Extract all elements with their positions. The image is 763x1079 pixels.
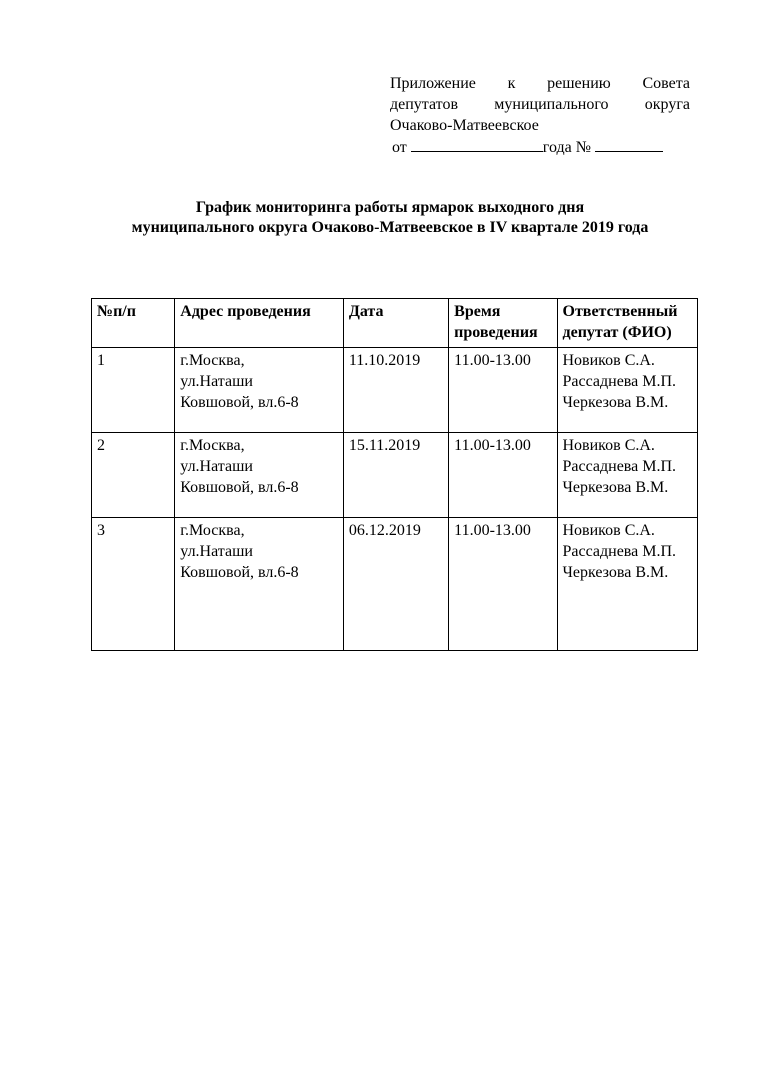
responsible-name: Черкезова В.М. <box>562 564 669 581</box>
header-date: Дата <box>343 299 448 348</box>
responsible-name: Черкезова В.М. <box>562 479 669 496</box>
responsible-name: Рассаднева М.П. <box>562 373 677 390</box>
address-line: г.Москва, <box>180 352 245 369</box>
table-header-row <box>92 299 698 348</box>
appendix-word: решению <box>547 75 611 92</box>
appendix-word: округа <box>644 96 690 113</box>
cell-address <box>175 348 344 433</box>
address-line: г.Москва, <box>180 522 245 539</box>
header-num: №п/п <box>92 299 175 348</box>
cell-num: 3 <box>92 518 175 651</box>
address-line: Ковшовой, вл.6-8 <box>180 394 299 411</box>
header-time <box>449 299 557 348</box>
appendix-block <box>390 73 690 158</box>
cell-address <box>175 433 344 518</box>
address-line: Ковшовой, вл.6-8 <box>180 479 299 496</box>
table-row <box>92 348 698 433</box>
number-blank-line <box>595 136 663 152</box>
cell-time: 11.00-13.00 <box>449 433 557 518</box>
from-label: от <box>392 139 407 156</box>
cell-responsible <box>557 348 698 433</box>
appendix-line-1 <box>390 73 690 94</box>
cell-num: 2 <box>92 433 175 518</box>
cell-time: 11.00-13.00 <box>449 348 557 433</box>
address-line: ул.Наташи <box>180 543 253 560</box>
header-time-line: проведения <box>454 324 538 341</box>
table-row <box>92 518 698 651</box>
appendix-word: депутатов <box>390 96 459 113</box>
header-address: Адрес проведения <box>175 299 344 348</box>
year-number-label: года № <box>542 139 591 156</box>
responsible-name: Новиков С.А. <box>562 437 655 454</box>
cell-responsible <box>557 433 698 518</box>
responsible-name: Новиков С.А. <box>562 522 655 539</box>
header-responsible <box>557 299 698 348</box>
appendix-word: муниципального <box>494 96 609 113</box>
address-line: г.Москва, <box>180 437 245 454</box>
responsible-name: Новиков С.А. <box>562 352 655 369</box>
title-line-2: муниципального округа Очаково-Матвеевское в IV квартале 2019 года <box>131 219 649 236</box>
appendix-word: Приложение <box>390 75 476 92</box>
address-line: ул.Наташи <box>180 373 253 390</box>
header-responsible-line: Ответственный <box>562 303 678 320</box>
cell-date: 11.10.2019 <box>343 348 448 433</box>
responsible-name: Черкезова В.М. <box>562 394 669 411</box>
header-responsible-line: депутат (ФИО) <box>562 324 672 341</box>
appendix-date-line <box>392 136 690 158</box>
cell-date: 06.12.2019 <box>343 518 448 651</box>
appendix-line-3: Очаково-Матвеевское <box>390 117 539 134</box>
appendix-word: к <box>507 75 516 92</box>
cell-date: 15.11.2019 <box>343 433 448 518</box>
date-blank-line <box>411 136 543 152</box>
header-time-line: Время <box>454 303 501 320</box>
appendix-line-2 <box>390 94 690 115</box>
address-line: ул.Наташи <box>180 458 253 475</box>
document-title <box>80 198 700 238</box>
cell-responsible <box>557 518 698 651</box>
cell-num: 1 <box>92 348 175 433</box>
appendix-word: Совета <box>642 75 690 92</box>
cell-address <box>175 518 344 651</box>
title-line-1: График мониторинга работы ярмарок выходного дня <box>195 199 585 216</box>
responsible-name: Рассаднева М.П. <box>562 543 677 560</box>
address-line: Ковшовой, вл.6-8 <box>180 564 299 581</box>
cell-time: 11.00-13.00 <box>449 518 557 651</box>
responsible-name: Рассаднева М.П. <box>562 458 677 475</box>
table-row <box>92 433 698 518</box>
schedule-table <box>91 298 698 651</box>
